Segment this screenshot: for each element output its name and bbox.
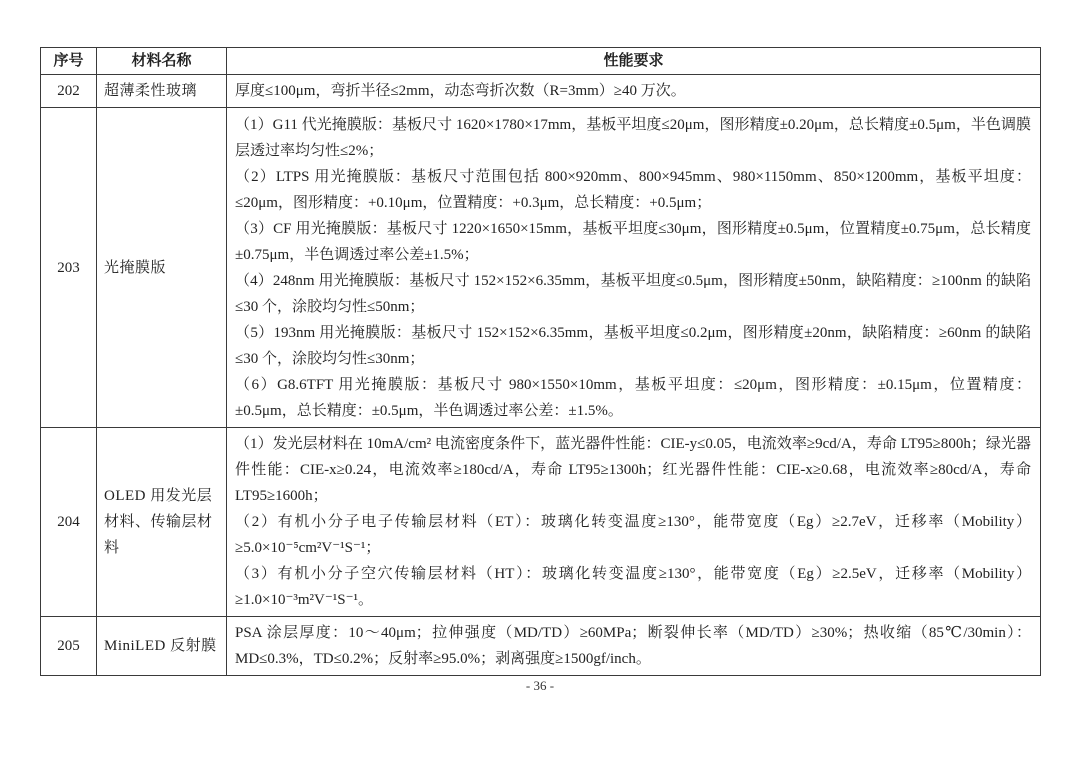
requirement-cell	[227, 428, 1041, 617]
requirement-paragraph: （1）G11 代光掩膜版：基板尺寸 1620×1780×17mm，基板平坦度≤20μm，图形精度±0.20μm，总长精度±0.5μm，半色调膜层透过率均匀性≤2%；	[235, 116, 1031, 159]
page-number: - 36 -	[525, 678, 555, 693]
requirement-paragraph: （2）LTPS 用光掩膜版：基板尺寸范围包括 800×920mm、800×945mm、980×1150mm、850×1200mm，基板平坦度：≤20μm，图形精度：+0.10μm，位置精度：+0.3μm，总长精度：+0.5μm；	[235, 168, 1031, 211]
material-name: MiniLED 反射膜	[97, 617, 227, 676]
requirement-cell	[227, 617, 1041, 676]
table-row-204	[41, 428, 1041, 617]
table-row-205	[41, 617, 1041, 676]
serial-number: 203	[41, 108, 97, 428]
table-row-203	[41, 108, 1041, 428]
serial-number: 202	[41, 75, 97, 108]
col-header-material: 材料名称	[97, 48, 227, 75]
serial-number: 204	[41, 428, 97, 617]
table-row-202	[41, 75, 1041, 108]
requirement-paragraph: （3）CF 用光掩膜版：基板尺寸 1220×1650×15mm，基板平坦度≤30μm，图形精度±0.5μm，位置精度±0.75μm，总长精度±0.75μm，半色调透过率公差±1.5%；	[235, 220, 1031, 263]
requirement-paragraph: （3）有机小分子空穴传输层材料（HT）：玻璃化转变温度≥130°，能带宽度（Eg）≥2.5eV，迁移率（Mobility）≥1.0×10⁻³m²V⁻¹S⁻¹。	[235, 566, 1031, 608]
requirement-paragraph: （5）193nm 用光掩膜版：基板尺寸 152×152×6.35mm，基板平坦度≤0.2μm，图形精度±20nm，缺陷精度：≥60nm 的缺陷≤30 个，涂胶均匀性≤30nm；	[235, 324, 1031, 367]
col-header-requirement: 性能要求	[227, 48, 1041, 75]
requirement-paragraph: PSA 涂层厚度：10～40μm；拉伸强度（MD/TD）≥60MPa；断裂伸长率（MD/TD）≥30%；热收缩（85℃/30min）：MD≤0.3%，TD≤0.2%；反射率≥95.0%；剥离强度≥1500gf/inch。	[235, 625, 1031, 667]
material-name: OLED 用发光层材料、传输层材料	[97, 428, 227, 617]
col-header-serial: 序号	[41, 48, 97, 75]
requirement-cell	[227, 75, 1041, 108]
table-header-row	[41, 48, 1041, 75]
serial-number: 205	[41, 617, 97, 676]
spec-table	[40, 47, 1041, 676]
requirement-paragraph: 厚度≤100μm，弯折半径≤2mm，动态弯折次数（R=3mm）≥40 万次。	[235, 83, 686, 99]
requirement-cell	[227, 108, 1041, 428]
requirement-paragraph: （6）G8.6TFT 用光掩膜版：基板尺寸 980×1550×10mm，基板平坦度：≤20μm，图形精度：±0.15μm，位置精度：±0.5μm，总长精度：±0.5μm，半色调透过率公差：±1.5%。	[235, 376, 1031, 419]
requirement-paragraph: （1）发光层材料在 10mA/cm² 电流密度条件下，蓝光器件性能：CIE-y≤0.05，电流效率≥9cd/A，寿命 LT95≥800h；绿光器件性能：CIE-x≥0.24，电流效率≥180cd/A，寿命 LT95≥1300h；红光器件性能：CIE-x≥0.68，电流效率≥80cd/A，寿命 LT95≥1600h；	[235, 436, 1031, 504]
requirement-paragraph: （2）有机小分子电子传输层材料（ET）：玻璃化转变温度≥130°，能带宽度（Eg）≥2.7eV，迁移率（Mobility）≥5.0×10⁻⁵cm²V⁻¹S⁻¹；	[235, 514, 1031, 556]
material-name: 光掩膜版	[97, 108, 227, 428]
requirement-paragraph: （4）248nm 用光掩膜版：基板尺寸 152×152×6.35mm，基板平坦度≤0.5μm，图形精度±50nm，缺陷精度：≥100nm 的缺陷≤30 个，涂胶均匀性≤50nm；	[235, 272, 1031, 315]
material-name: 超薄柔性玻璃	[97, 75, 227, 108]
